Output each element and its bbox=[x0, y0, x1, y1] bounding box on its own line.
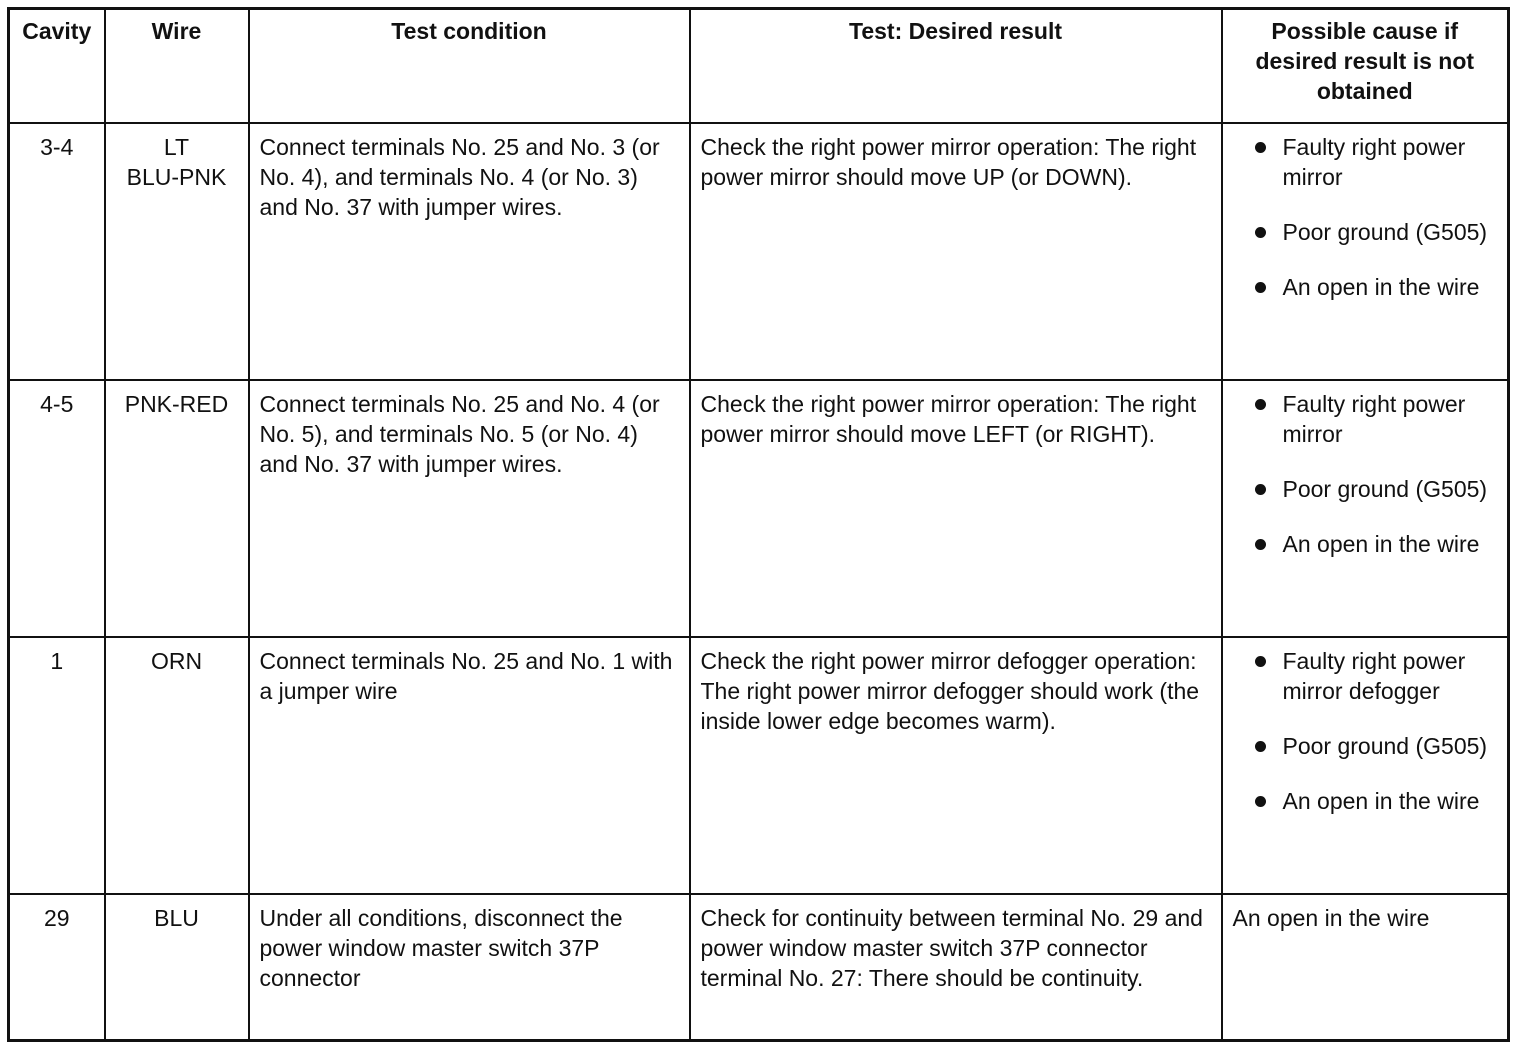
cavity-cell: 1 bbox=[9, 637, 105, 894]
possible-cause-cell: An open in the wire bbox=[1222, 894, 1509, 1041]
table-row bbox=[9, 380, 1509, 637]
wire-color-line: PNK-RED bbox=[124, 391, 229, 417]
wire-color-line: BLU-PNK bbox=[126, 164, 227, 190]
wire-color-line: ORN bbox=[150, 648, 203, 674]
cause-list bbox=[1233, 389, 1498, 559]
table-row bbox=[9, 894, 1509, 1041]
possible-cause-cell bbox=[1222, 123, 1509, 380]
cause-item bbox=[1233, 646, 1498, 706]
wire-cell bbox=[105, 637, 249, 894]
cause-item bbox=[1233, 389, 1498, 449]
cause-list bbox=[1233, 646, 1498, 816]
bullet-icon bbox=[1255, 227, 1266, 238]
cause-item bbox=[1233, 529, 1498, 559]
desired-result-cell: Check the right power mirror operation: The right power mirror should move UP (or DOWN). bbox=[690, 123, 1222, 380]
test-condition-cell: Connect terminals No. 25 and No. 4 (or No. 5), and terminals No. 5 (or No. 4) and No. 37 with jumper wires. bbox=[249, 380, 690, 637]
cause-item bbox=[1233, 786, 1498, 816]
header-wire: Wire bbox=[105, 9, 249, 124]
cause-text: Poor ground (G505) bbox=[1282, 476, 1488, 502]
wire-color-line: LT bbox=[163, 134, 190, 160]
cause-text: An open in the wire bbox=[1282, 274, 1480, 300]
test-condition-cell: Connect terminals No. 25 and No. 3 (or No. 4), and terminals No. 4 (or No. 3) and No. 37 with jumper wires. bbox=[249, 123, 690, 380]
cause-item bbox=[1233, 731, 1498, 761]
header-test-condition: Test condition bbox=[249, 9, 690, 124]
desired-result-cell: Check the right power mirror operation: The right power mirror should move LEFT (or RIGHT). bbox=[690, 380, 1222, 637]
bullet-icon bbox=[1255, 539, 1266, 550]
cause-item bbox=[1233, 474, 1498, 504]
cavity-cell: 29 bbox=[9, 894, 105, 1041]
header-possible-cause: Possible cause if desired result is not obtained bbox=[1222, 9, 1509, 124]
bullet-icon bbox=[1255, 796, 1266, 807]
cause-item bbox=[1233, 272, 1498, 302]
cause-item bbox=[1233, 217, 1498, 247]
troubleshooting-table bbox=[7, 7, 1510, 1042]
desired-result-cell: Check the right power mirror defogger operation: The right power mirror defogger should work (the inside lower edge becomes warm). bbox=[690, 637, 1222, 894]
cause-text: Poor ground (G505) bbox=[1282, 733, 1488, 759]
wire-color-line: BLU bbox=[154, 905, 199, 931]
bullet-icon bbox=[1255, 656, 1266, 667]
cause-item bbox=[1233, 132, 1498, 192]
header-desired-result: Test: Desired result bbox=[690, 9, 1222, 124]
table-row bbox=[9, 637, 1509, 894]
cause-text: An open in the wire bbox=[1282, 788, 1480, 814]
bullet-icon bbox=[1255, 741, 1266, 752]
possible-cause-cell bbox=[1222, 380, 1509, 637]
possible-cause-cell bbox=[1222, 637, 1509, 894]
header-cavity: Cavity bbox=[9, 9, 105, 124]
bullet-icon bbox=[1255, 399, 1266, 410]
test-condition-cell: Under all conditions, disconnect the power window master switch 37P connector bbox=[249, 894, 690, 1041]
cavity-cell: 3-4 bbox=[9, 123, 105, 380]
bullet-icon bbox=[1255, 142, 1266, 153]
table-row bbox=[9, 123, 1509, 380]
wire-cell bbox=[105, 894, 249, 1041]
cause-text: Faulty right power mirror bbox=[1282, 391, 1466, 447]
bullet-icon bbox=[1255, 282, 1266, 293]
wire-cell bbox=[105, 380, 249, 637]
cause-text: Faulty right power mirror bbox=[1282, 134, 1466, 190]
cavity-cell: 4-5 bbox=[9, 380, 105, 637]
cause-text: An open in the wire bbox=[1282, 531, 1480, 557]
cause-text: Poor ground (G505) bbox=[1282, 219, 1488, 245]
test-condition-cell: Connect terminals No. 25 and No. 1 with a jumper wire bbox=[249, 637, 690, 894]
header-row bbox=[9, 9, 1509, 124]
wire-cell bbox=[105, 123, 249, 380]
desired-result-cell: Check for continuity between terminal No. 29 and power window master switch 37P connector terminal No. 27: There should be continuity. bbox=[690, 894, 1222, 1041]
cause-text: Faulty right power mirror defogger bbox=[1282, 648, 1466, 704]
bullet-icon bbox=[1255, 484, 1266, 495]
cause-list bbox=[1233, 132, 1498, 302]
